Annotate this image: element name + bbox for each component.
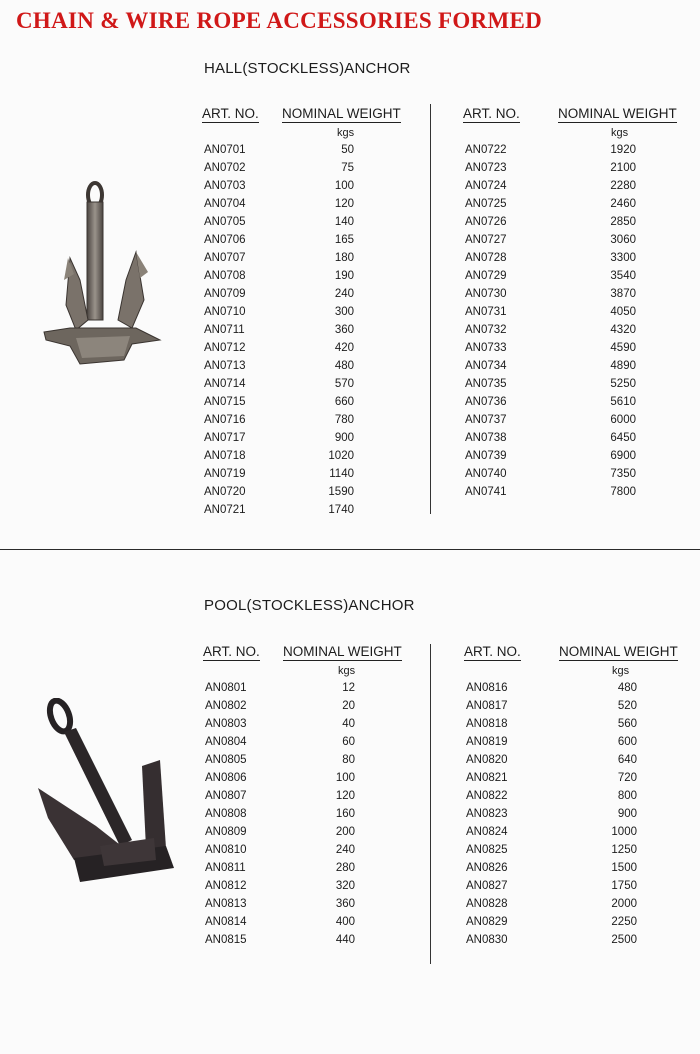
pool-right-rows — [464, 680, 689, 950]
weight-cell: 7350 — [610, 468, 636, 480]
weight-cell: 4590 — [610, 342, 636, 354]
art-no-cell: AN0708 — [204, 270, 246, 282]
weight-cell: 660 — [334, 396, 354, 408]
art-no-cell: AN0739 — [465, 450, 507, 462]
art-no-cell: AN0814 — [205, 916, 247, 928]
weight-cell: 280 — [335, 862, 355, 874]
art-no-cell: AN0704 — [204, 198, 246, 210]
table-row — [464, 788, 689, 806]
weight-cell: 900 — [617, 808, 637, 820]
table-row — [202, 430, 412, 448]
weight-cell: 320 — [335, 880, 355, 892]
weight-cell: 1500 — [611, 862, 637, 874]
art-no-cell: AN0811 — [205, 862, 246, 874]
art-no-cell: AN0813 — [205, 898, 247, 910]
weight-cell: 800 — [617, 790, 637, 802]
table-row — [463, 196, 688, 214]
hall-table-left — [202, 106, 412, 520]
table-row — [202, 304, 412, 322]
art-no-cell: AN0817 — [466, 700, 508, 712]
weight-cell: 900 — [334, 432, 354, 444]
weight-cell: 6900 — [610, 450, 636, 462]
weight-cell: 60 — [342, 736, 355, 748]
art-no-cell: AN0809 — [205, 826, 247, 838]
table-row — [202, 502, 412, 520]
table-row — [464, 842, 689, 860]
art-no-cell: AN0829 — [466, 916, 508, 928]
table-row — [202, 232, 412, 250]
table-row — [203, 788, 413, 806]
table-row — [202, 466, 412, 484]
table-row — [463, 394, 688, 412]
table-row — [463, 160, 688, 178]
art-no-header: ART. NO. — [203, 644, 260, 659]
table-row — [464, 896, 689, 914]
art-no-cell: AN0715 — [204, 396, 246, 408]
table-row — [203, 698, 413, 716]
table-row — [463, 214, 688, 232]
table-row — [464, 716, 689, 734]
weight-cell: 100 — [334, 180, 354, 192]
art-no-cell: AN0711 — [204, 324, 245, 336]
pool-anchor-title: POOL(STOCKLESS)ANCHOR — [204, 597, 415, 614]
weight-cell: 570 — [334, 378, 354, 390]
table-row — [202, 484, 412, 502]
art-no-cell: AN0818 — [466, 718, 508, 730]
table-row — [203, 896, 413, 914]
art-no-cell: AN0707 — [204, 252, 246, 264]
hall-anchor-title: HALL(STOCKLESS)ANCHOR — [204, 60, 411, 77]
table-row — [202, 448, 412, 466]
table-row — [203, 914, 413, 932]
art-no-cell: AN0740 — [465, 468, 507, 480]
art-no-cell: AN0723 — [465, 162, 507, 174]
weight-cell: 520 — [617, 700, 637, 712]
art-no-cell: AN0819 — [466, 736, 508, 748]
weight-cell: 3060 — [610, 234, 636, 246]
art-no-cell: AN0732 — [465, 324, 507, 336]
table-row — [463, 232, 688, 250]
table-row — [203, 932, 413, 950]
table-row — [202, 214, 412, 232]
weight-cell: 480 — [334, 360, 354, 372]
weight-cell: 180 — [334, 252, 354, 264]
table-row — [202, 250, 412, 268]
column-divider — [430, 104, 431, 514]
table-row — [463, 340, 688, 358]
art-no-header: ART. NO. — [464, 644, 521, 659]
table-row — [202, 394, 412, 412]
art-no-cell: AN0726 — [465, 216, 507, 228]
art-no-cell: AN0701 — [204, 144, 246, 156]
table-row — [203, 770, 413, 788]
art-no-cell: AN0706 — [204, 234, 246, 246]
art-no-cell: AN0821 — [466, 772, 508, 784]
weight-cell: 40 — [342, 718, 355, 730]
table-row — [202, 286, 412, 304]
table-row — [202, 322, 412, 340]
table-row — [463, 466, 688, 484]
weight-cell: 720 — [617, 772, 637, 784]
art-no-cell: AN0820 — [466, 754, 508, 766]
art-no-cell: AN0728 — [465, 252, 507, 264]
table-row — [464, 770, 689, 788]
art-no-cell: AN0808 — [205, 808, 247, 820]
art-no-cell: AN0705 — [204, 216, 246, 228]
art-no-cell: AN0806 — [205, 772, 247, 784]
art-no-header: ART. NO. — [202, 106, 259, 121]
art-no-cell: AN0812 — [205, 880, 247, 892]
weight-cell: 600 — [617, 736, 637, 748]
art-no-cell: AN0804 — [205, 736, 247, 748]
weight-cell: 2250 — [611, 916, 637, 928]
weight-cell: 240 — [334, 288, 354, 300]
art-no-cell: AN0720 — [204, 486, 246, 498]
table-row — [464, 806, 689, 824]
art-no-cell: AN0712 — [204, 342, 246, 354]
nominal-weight-header: NOMINAL WEIGHT — [559, 644, 678, 659]
hall-left-rows — [202, 142, 412, 520]
weight-cell: 300 — [334, 306, 354, 318]
table-row — [464, 698, 689, 716]
art-no-cell: AN0815 — [205, 934, 247, 946]
weight-cell: 80 — [342, 754, 355, 766]
table-row — [464, 914, 689, 932]
table-row — [464, 932, 689, 950]
art-no-cell: AN0709 — [204, 288, 246, 300]
nominal-weight-header: NOMINAL WEIGHT — [283, 644, 402, 659]
art-no-cell: AN0713 — [204, 360, 246, 372]
weight-cell: 2500 — [611, 934, 637, 946]
table-row — [464, 752, 689, 770]
page-title: CHAIN & WIRE ROPE ACCESSORIES FORMED — [16, 8, 543, 33]
weight-cell: 1920 — [610, 144, 636, 156]
art-no-cell: AN0727 — [465, 234, 507, 246]
hall-table-right — [463, 106, 688, 502]
art-no-cell: AN0823 — [466, 808, 508, 820]
section-divider — [0, 549, 700, 550]
units-label: kgs — [337, 127, 355, 139]
art-no-cell: AN0719 — [204, 468, 246, 480]
nominal-weight-header: NOMINAL WEIGHT — [558, 106, 677, 121]
weight-cell: 240 — [335, 844, 355, 856]
weight-cell: 2850 — [610, 216, 636, 228]
art-no-cell: AN0801 — [205, 682, 247, 694]
table-row — [463, 412, 688, 430]
table-row — [463, 304, 688, 322]
table-row — [463, 430, 688, 448]
table-row — [202, 412, 412, 430]
art-no-cell: AN0730 — [465, 288, 507, 300]
table-row — [203, 716, 413, 734]
art-no-cell: AN0729 — [465, 270, 507, 282]
art-no-cell: AN0734 — [465, 360, 507, 372]
art-no-cell: AN0735 — [465, 378, 507, 390]
weight-cell: 165 — [334, 234, 354, 246]
art-no-cell: AN0731 — [465, 306, 507, 318]
art-no-cell: AN0714 — [204, 378, 246, 390]
table-row — [202, 340, 412, 358]
table-row — [203, 752, 413, 770]
weight-cell: 1020 — [328, 450, 354, 462]
art-no-cell: AN0807 — [205, 790, 247, 802]
weight-cell: 640 — [617, 754, 637, 766]
table-row — [203, 680, 413, 698]
weight-cell: 780 — [334, 414, 354, 426]
art-no-cell: AN0816 — [466, 682, 508, 694]
table-row — [203, 734, 413, 752]
weight-cell: 3540 — [610, 270, 636, 282]
art-no-cell: AN0825 — [466, 844, 508, 856]
art-no-cell: AN0722 — [465, 144, 507, 156]
table-row — [463, 376, 688, 394]
art-no-cell: AN0725 — [465, 198, 507, 210]
weight-cell: 120 — [335, 790, 355, 802]
table-row — [463, 322, 688, 340]
art-no-cell: AN0741 — [465, 486, 507, 498]
weight-cell: 4890 — [610, 360, 636, 372]
table-row — [464, 824, 689, 842]
art-no-cell: AN0805 — [205, 754, 247, 766]
art-no-cell: AN0702 — [204, 162, 246, 174]
units-label: kgs — [612, 665, 630, 677]
table-row — [202, 196, 412, 214]
units-label: kgs — [338, 665, 356, 677]
weight-cell: 200 — [335, 826, 355, 838]
weight-cell: 420 — [334, 342, 354, 354]
weight-cell: 100 — [335, 772, 355, 784]
art-no-cell: AN0802 — [205, 700, 247, 712]
column-divider — [430, 644, 431, 964]
weight-cell: 1750 — [611, 880, 637, 892]
weight-cell: 4320 — [610, 324, 636, 336]
weight-cell: 400 — [335, 916, 355, 928]
weight-cell: 1250 — [611, 844, 637, 856]
art-no-header: ART. NO. — [463, 106, 520, 121]
art-no-cell: AN0736 — [465, 396, 507, 408]
weight-cell: 1590 — [328, 486, 354, 498]
weight-cell: 5610 — [610, 396, 636, 408]
table-row — [202, 376, 412, 394]
table-row — [203, 842, 413, 860]
table-row — [203, 860, 413, 878]
weight-cell: 2000 — [611, 898, 637, 910]
art-no-cell: AN0824 — [466, 826, 508, 838]
weight-cell: 120 — [334, 198, 354, 210]
weight-cell: 480 — [617, 682, 637, 694]
table-row — [203, 806, 413, 824]
table-row — [203, 878, 413, 896]
weight-cell: 1740 — [328, 504, 354, 516]
pool-left-rows — [203, 680, 413, 950]
table-row — [463, 358, 688, 376]
table-row — [202, 178, 412, 196]
table-row — [203, 824, 413, 842]
art-no-cell: AN0737 — [465, 414, 507, 426]
art-no-cell: AN0826 — [466, 862, 508, 874]
weight-cell: 160 — [335, 808, 355, 820]
weight-cell: 3300 — [610, 252, 636, 264]
art-no-cell: AN0703 — [204, 180, 246, 192]
weight-cell: 5250 — [610, 378, 636, 390]
table-row — [464, 734, 689, 752]
weight-cell: 360 — [335, 898, 355, 910]
art-no-cell: AN0716 — [204, 414, 246, 426]
weight-cell: 560 — [617, 718, 637, 730]
units-label: kgs — [611, 127, 629, 139]
weight-cell: 1140 — [329, 468, 354, 480]
pool-table-left — [203, 644, 413, 950]
weight-cell: 3870 — [610, 288, 636, 300]
weight-cell: 12 — [342, 682, 355, 694]
weight-cell: 6450 — [610, 432, 636, 444]
table-row — [464, 878, 689, 896]
weight-cell: 140 — [334, 216, 354, 228]
table-row — [463, 448, 688, 466]
weight-cell: 6000 — [610, 414, 636, 426]
nominal-weight-header: NOMINAL WEIGHT — [282, 106, 401, 121]
art-no-cell: AN0803 — [205, 718, 247, 730]
table-row — [463, 268, 688, 286]
weight-cell: 360 — [334, 324, 354, 336]
art-no-cell: AN0810 — [205, 844, 247, 856]
hall-anchor-image — [40, 180, 164, 370]
weight-cell: 20 — [342, 700, 355, 712]
art-no-cell: AN0830 — [466, 934, 508, 946]
weight-cell: 7800 — [610, 486, 636, 498]
table-row — [464, 680, 689, 698]
art-no-cell: AN0738 — [465, 432, 507, 444]
weight-cell: 2280 — [610, 180, 636, 192]
table-row — [202, 358, 412, 376]
table-row — [463, 142, 688, 160]
weight-cell: 1000 — [611, 826, 637, 838]
table-row — [463, 178, 688, 196]
table-row — [463, 484, 688, 502]
table-row — [202, 160, 412, 178]
table-row — [202, 142, 412, 160]
weight-cell: 50 — [341, 144, 354, 156]
weight-cell: 75 — [341, 162, 354, 174]
table-row — [463, 286, 688, 304]
weight-cell: 2100 — [610, 162, 636, 174]
pool-table-right — [464, 644, 689, 950]
art-no-cell: AN0721 — [204, 504, 246, 516]
art-no-cell: AN0822 — [466, 790, 508, 802]
art-no-cell: AN0718 — [204, 450, 246, 462]
weight-cell: 190 — [334, 270, 354, 282]
pool-anchor-image — [34, 698, 182, 888]
art-no-cell: AN0710 — [204, 306, 246, 318]
table-row — [463, 250, 688, 268]
art-no-cell: AN0827 — [466, 880, 508, 892]
art-no-cell: AN0828 — [466, 898, 508, 910]
table-row — [464, 860, 689, 878]
weight-cell: 440 — [335, 934, 355, 946]
hall-right-rows — [463, 142, 688, 502]
art-no-cell: AN0717 — [204, 432, 246, 444]
weight-cell: 4050 — [610, 306, 636, 318]
weight-cell: 2460 — [610, 198, 636, 210]
art-no-cell: AN0733 — [465, 342, 507, 354]
table-row — [202, 268, 412, 286]
art-no-cell: AN0724 — [465, 180, 507, 192]
